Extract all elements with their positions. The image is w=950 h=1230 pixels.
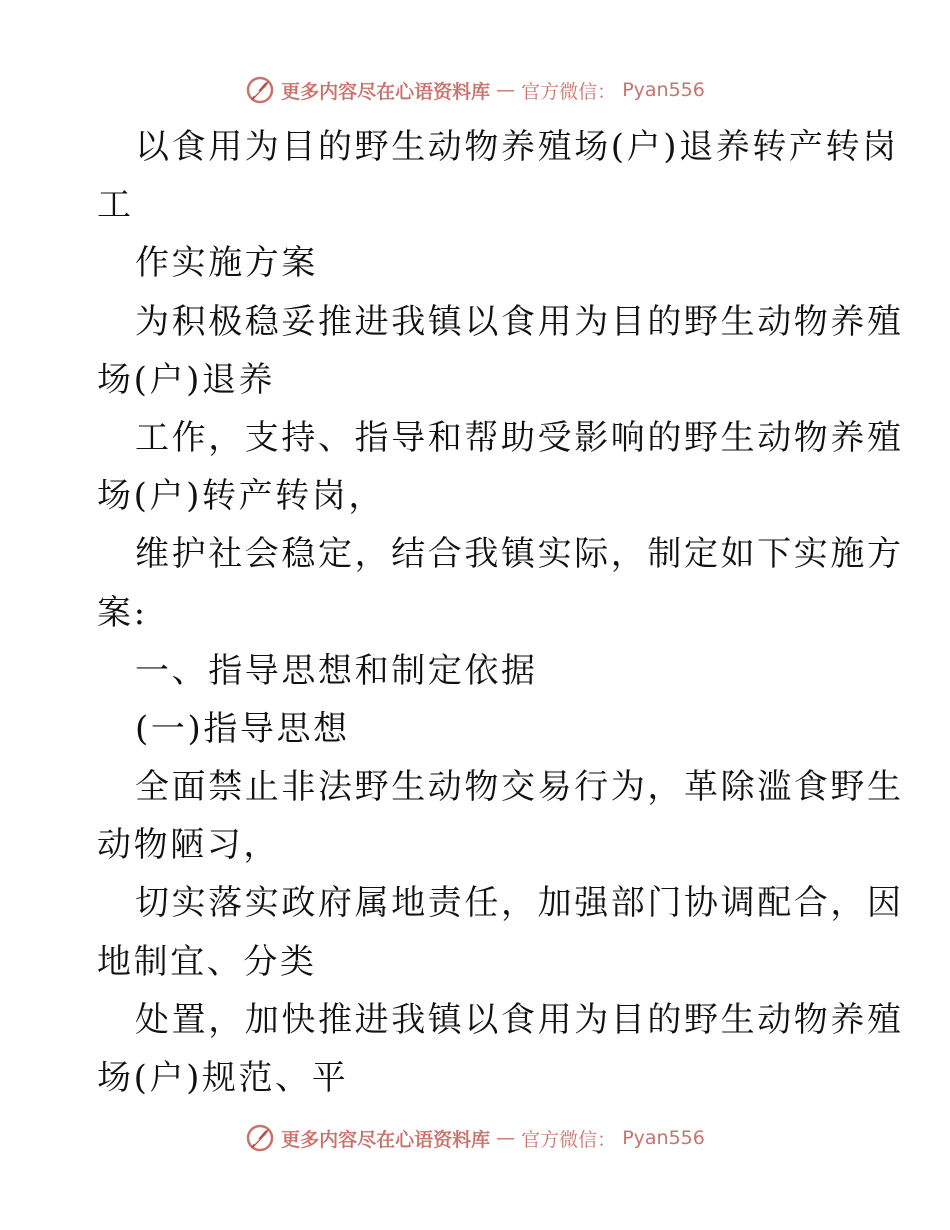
text-line: 地制宜、分类 (97, 941, 317, 982)
watermark-dash: — (496, 79, 516, 101)
text-line: 工作，支持、指导和帮助受影响的野生动物养殖 (135, 417, 904, 458)
watermark-contact-label: 官方微信： (521, 80, 617, 103)
header-watermark (0, 70, 950, 110)
text-line: 全面禁止非法野生动物交易行为，革除滥食野生 (135, 767, 904, 808)
text-line: 场(户)规范、平 (97, 1058, 349, 1098)
text-line: 场(户)退养 (97, 359, 276, 400)
watermark-brand: 更多内容尽在心语资料库 (281, 1128, 491, 1151)
watermark-dash: — (496, 1127, 516, 1149)
text-line: 一、指导思想和制定依据 (135, 650, 538, 691)
text-line: 为积极稳妥推进我镇以食用为目的野生动物养殖 (135, 301, 904, 342)
watermark-contact-id: Pyan556 (622, 1127, 705, 1149)
watermark-contact-id: Pyan556 (622, 79, 705, 101)
text-line: 切实落实政府属地责任，加强部门协调配合，因 (135, 883, 904, 924)
text-line: 案: (97, 592, 148, 633)
watermark-brand: 更多内容尽在心语资料库 (281, 80, 491, 103)
text-line: 动物陋习， (97, 825, 280, 866)
text-line: 以食用为目的野生动物养殖场(户)退养转产转岗 (135, 127, 899, 167)
text-line: 场(户)转产转岗， (97, 476, 385, 517)
document-body (97, 118, 904, 1107)
quill-pen-logo-icon (245, 75, 275, 105)
footer-watermark (0, 1118, 950, 1158)
watermark-contact-label: 官方微信： (521, 1128, 617, 1151)
quill-pen-logo-icon (245, 1123, 275, 1153)
text-line: 处置，加快推进我镇以食用为目的野生动物养殖 (135, 999, 904, 1040)
text-line: 维护社会稳定，结合我镇实际，制定如下实施方 (135, 534, 904, 575)
text-line: 工 (97, 185, 134, 226)
text-line: 作实施方案 (135, 243, 318, 284)
text-line: (一)指导思想 (135, 708, 350, 749)
